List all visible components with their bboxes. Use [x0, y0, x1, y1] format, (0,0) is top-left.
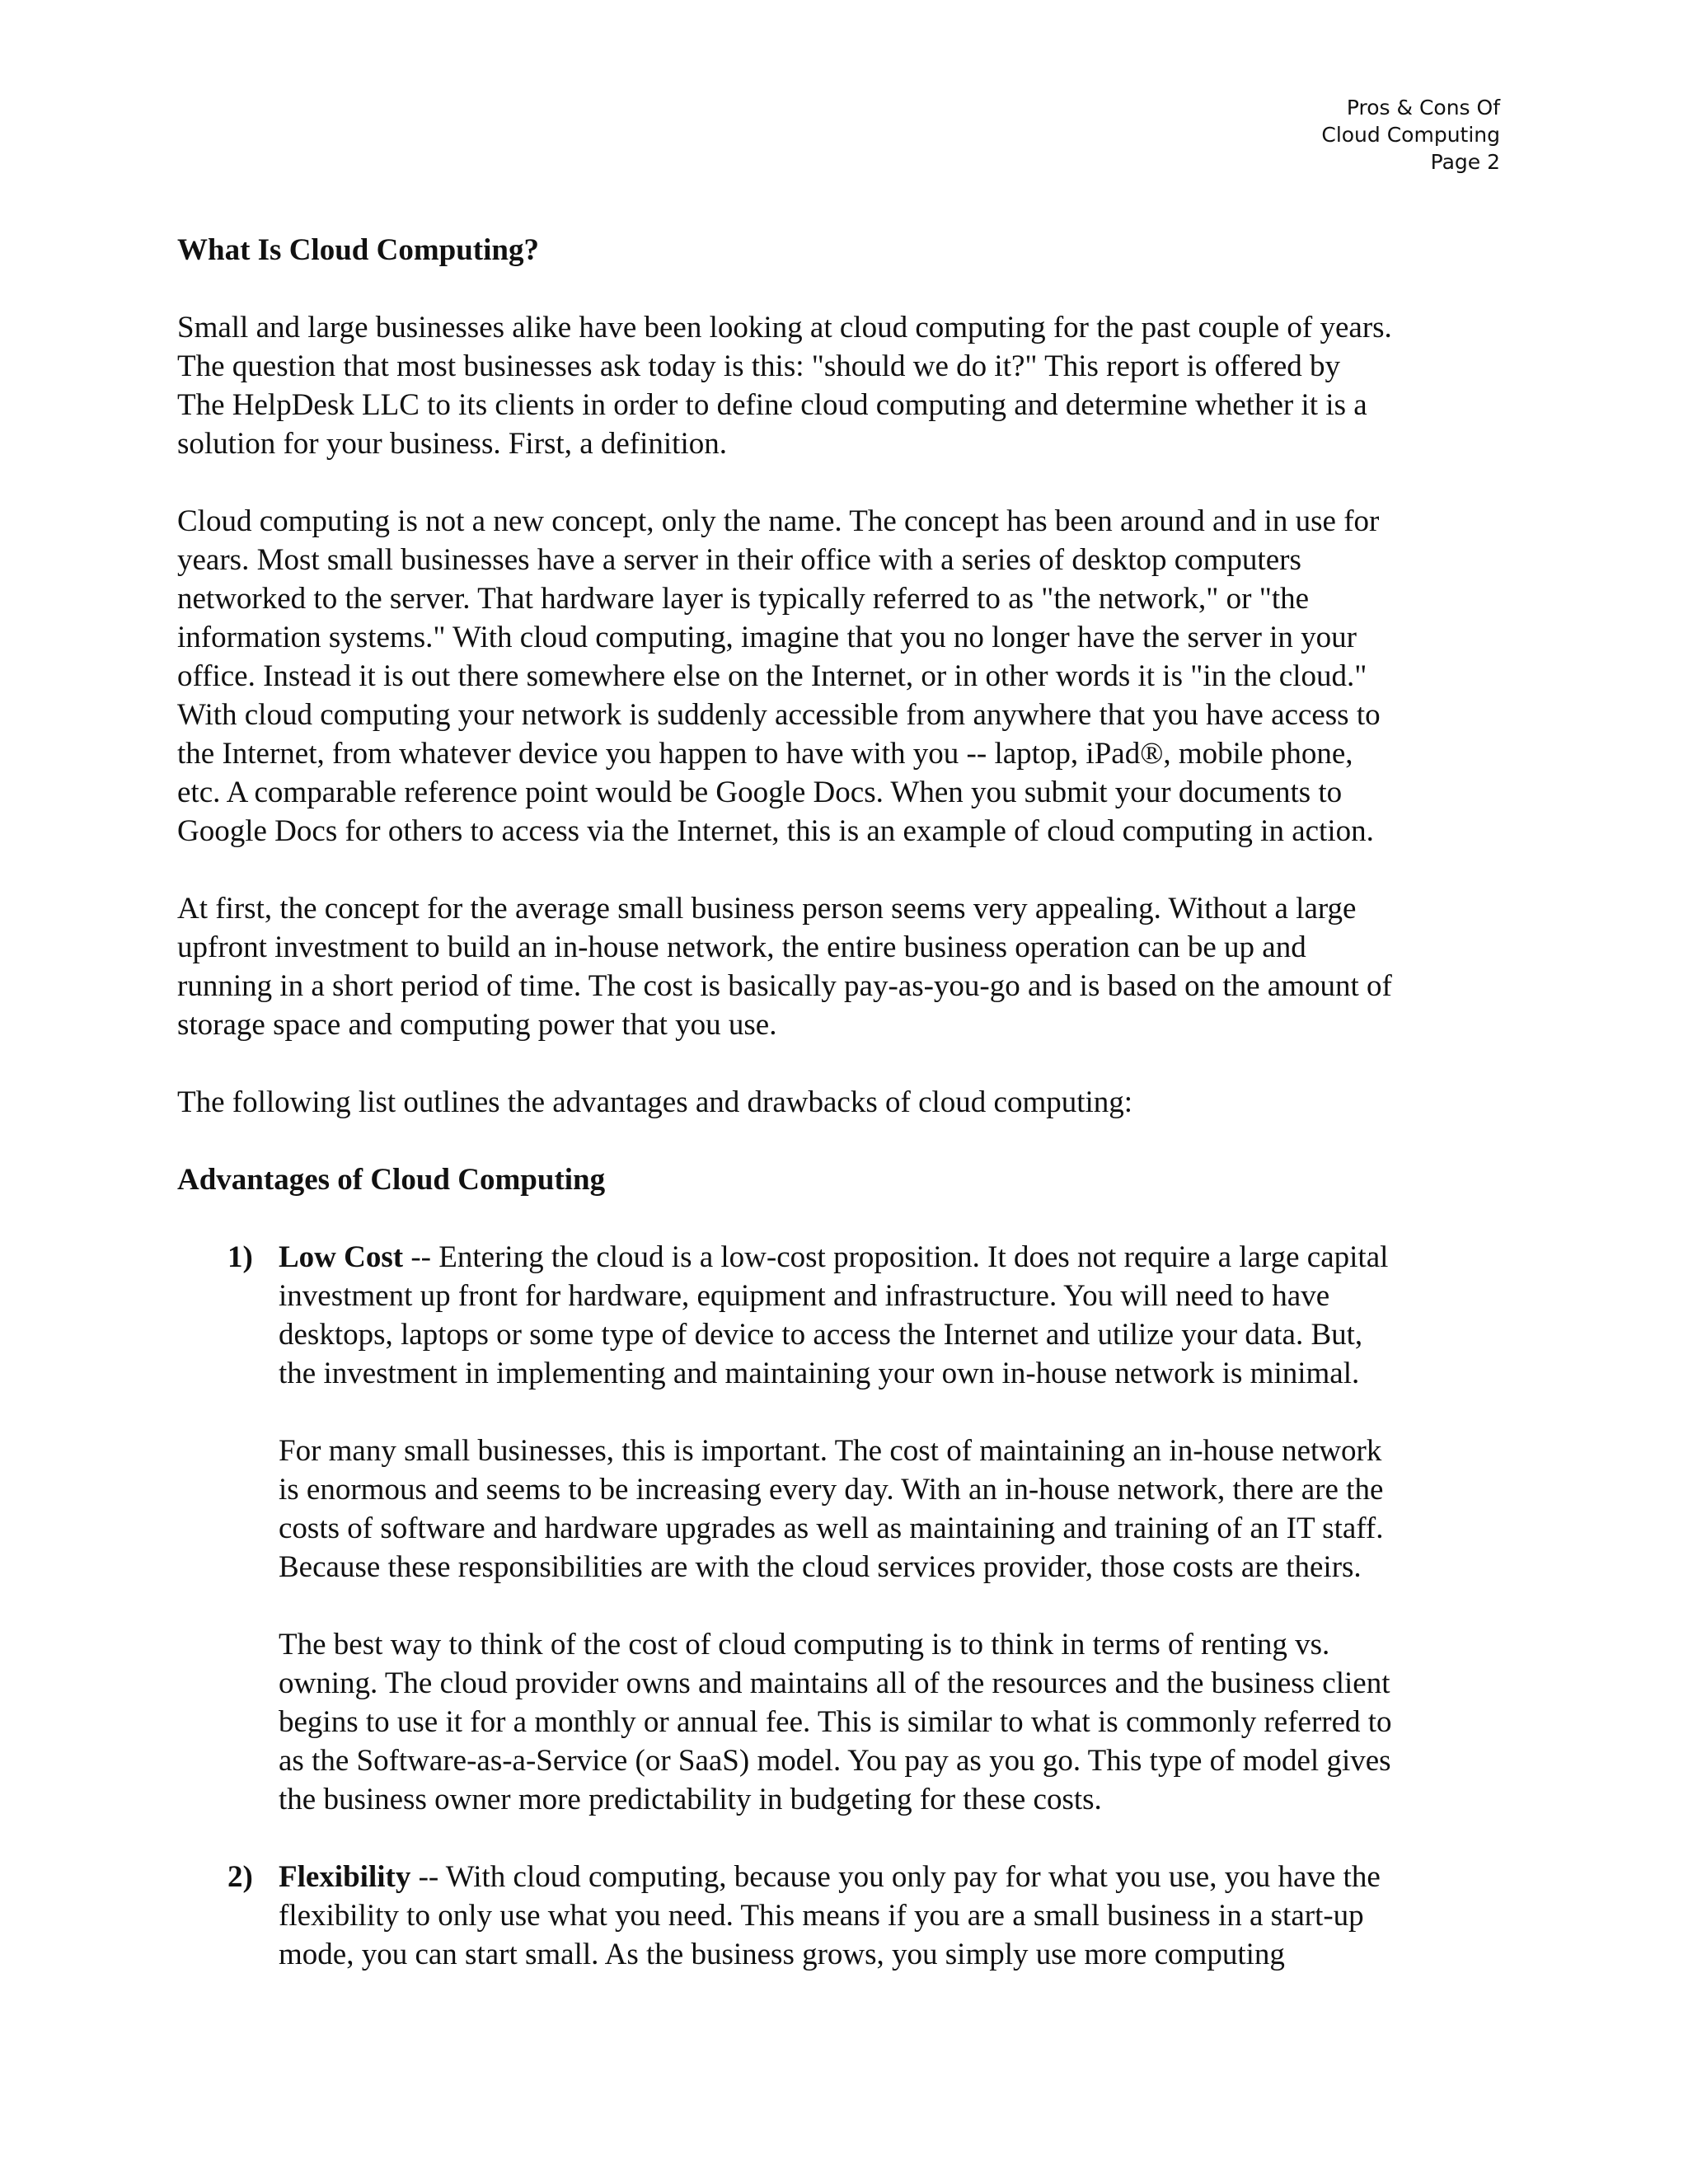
advantage-item-low-cost: [177, 1238, 1517, 1819]
list-number: 1): [227, 1240, 253, 1274]
advantage-lead-text: -- With cloud computing, because you only pay for what you use, you have the flexibility to only use what you need. This means if you are a small business in a start-up mode, you can start small. As the business grows, you simply use more computing: [279, 1860, 1381, 1971]
advantage-lead-paragraph: [279, 1858, 1517, 1974]
section-heading-what-is: What Is Cloud Computing?: [177, 233, 539, 267]
advantage-lead-paragraph: [279, 1238, 1517, 1393]
intro-paragraph: Small and large businesses alike have been looking at cloud computing for the past couple of years. The question that most businesses ask today is this: "should we do it?" This report is offered by The HelpDesk LLC to its clients in order to define cloud computing and determine whether it is a solution for your business. First, a definition.: [177, 311, 1392, 461]
header-doc-title: Pros & Cons Of: [1346, 96, 1500, 120]
concept-paragraph: Cloud computing is not a new concept, only the name. The concept has been around and in use for years. Most small businesses have a server in their office with a series of desktop computers networked to the server. That hardware layer is typically referred to as "the network," or "the information systems." With cloud computing, imagine that you no longer have the server in your office. Instead it is out there somewhere else on the Internet, or in other words it is "in the cloud." With cloud computing your network is suddenly accessible from anywhere that you have access to the Internet, from whatever device you happen to have with you -- laptop, iPad®, mobile phone, etc. A comparable reference point would be Google Docs. When you submit your documents to Google Docs for others to access via the Internet, this is an example of cloud computing in action.: [177, 504, 1381, 848]
advantages-list: [177, 1238, 1517, 1974]
advantage-lead-text: -- Entering the cloud is a low-cost proposition. It does not require a large capital investment up front for hardware, equipment and infrastructure. You will need to have desktops, laptops or some type of device to access the Internet and utilize your data. But, the investment in implementing and maintaining your own in-house network is minimal.: [279, 1240, 1389, 1390]
list-number: 2): [227, 1860, 253, 1894]
header-doc-subtitle: Cloud Computing: [1321, 123, 1500, 147]
advantage-term: Low Cost: [279, 1240, 404, 1274]
advantage-term: Flexibility: [279, 1860, 411, 1894]
section-heading-advantages: Advantages of Cloud Computing: [177, 1163, 606, 1197]
advantage-item-flexibility: [177, 1858, 1517, 1974]
header-page-number: Page 2: [1430, 150, 1500, 174]
advantage-detail-paragraph: The best way to think of the cost of cloud computing is to think in terms of renting vs. owning. The cloud provider owns and maintains all of the resources and the business client begins to use it for a monthly or annual fee. This is similar to what is commonly referred to as the Software-as-a-Service (or SaaS) model. You pay as you go. This type of model gives the business owner more predictability in budgeting for these costs.: [279, 1628, 1392, 1816]
list-intro-paragraph: The following list outlines the advantages and drawbacks of cloud computing:: [177, 1085, 1133, 1119]
advantage-detail-paragraph: For many small businesses, this is important. The cost of maintaining an in-house network is enormous and seems to be increasing every day. With an in-house network, there are the costs of software and hardware upgrades as well as maintaining and training of an IT staff. Because these responsibilities are with the cloud services provider, those costs are theirs.: [279, 1434, 1384, 1584]
appeal-paragraph: At first, the concept for the average small business person seems very appealing. Without a large upfront investment to build an in-house network, the entire business operation can be up and running in a short period of time. The cost is basically pay-as-you-go and is based on the amount of storage space and computing power that you use.: [177, 892, 1392, 1042]
document-body: [177, 231, 1517, 2013]
page-header: [1321, 94, 1500, 176]
